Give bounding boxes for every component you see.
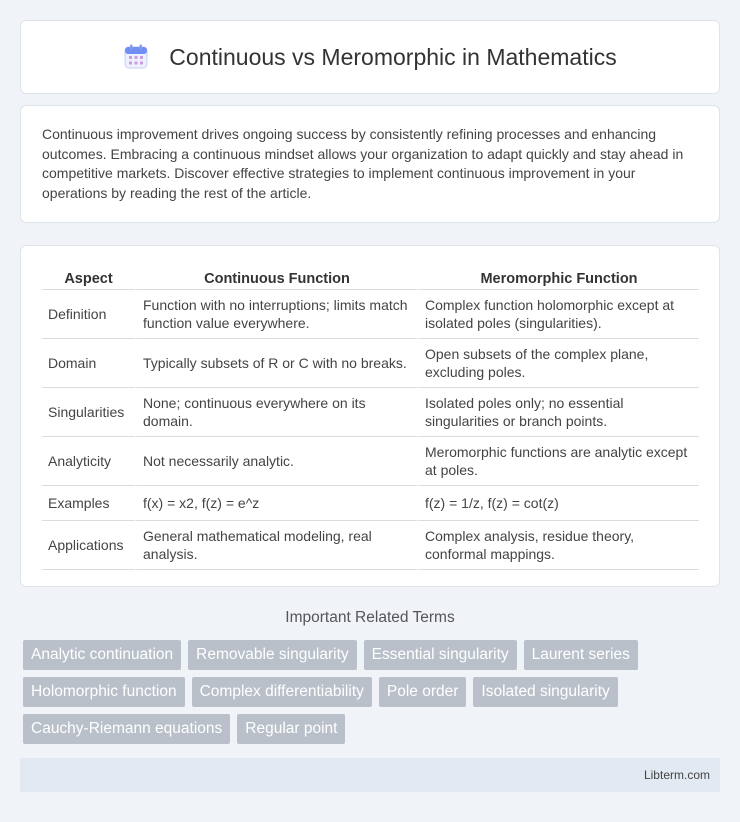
comparison-table [42,264,699,570]
cell-continuous: Typically subsets of R or C with no breaks. [135,339,417,388]
related-term-tag[interactable]: Analytic continuation [23,640,181,670]
cell-continuous: None; continuous everywhere on its domain. [135,388,417,437]
table-row [42,290,699,339]
cell-meromorphic: Isolated poles only; no essential singularities or branch points. [417,388,699,437]
footer [20,758,720,792]
page-title: Continuous vs Meromorphic in Mathematics [169,43,617,70]
comparison-card [20,245,720,587]
table-row [42,388,699,437]
related-term-tag[interactable]: Laurent series [524,640,638,670]
table-row [42,339,699,388]
related-term-tag[interactable]: Isolated singularity [473,677,617,707]
intro-text: Continuous improvement drives ongoing success by consistently refining processes and enhancing outcomes. Embracing a continuous mindset allows your organization to adapt quickly and stay ahead in competitive markets. Discover effective strategies to implement continuous improvement in your operations by reading the rest of the article. [42,126,684,201]
cell-aspect: Definition [42,290,135,339]
related-term-tag[interactable]: Regular point [237,714,345,744]
related-term-tag[interactable]: Cauchy-Riemann equations [23,714,230,744]
intro-card [20,105,720,223]
cell-meromorphic: Open subsets of the complex plane, excluding poles. [417,339,699,388]
related-term-tag[interactable]: Holomorphic function [23,677,185,707]
table-row [42,486,699,521]
cell-continuous: Function with no interruptions; limits match function value everywhere. [135,290,417,339]
related-term-tag[interactable]: Complex differentiability [192,677,372,707]
cell-meromorphic: Meromorphic functions are analytic except at poles. [417,437,699,486]
related-term-tag[interactable]: Pole order [379,677,467,707]
cell-aspect: Domain [42,339,135,388]
title-card [20,20,720,94]
header-meromorphic: Meromorphic Function [417,264,699,290]
footer-site-link[interactable]: Libterm.com [643,768,710,782]
cell-continuous: General mathematical modeling, real analysis. [135,521,417,570]
calendar-icon [123,44,149,70]
related-terms-title: Important Related Terms [285,609,455,626]
header-aspect: Aspect [42,264,135,290]
table-row [42,437,699,486]
table-row [42,521,699,570]
cell-meromorphic: Complex analysis, residue theory, conformal mappings. [417,521,699,570]
cell-aspect: Examples [42,486,135,521]
cell-meromorphic: Complex function holomorphic except at isolated poles (singularities). [417,290,699,339]
cell-continuous: Not necessarily analytic. [135,437,417,486]
related-terms-list [23,640,723,744]
cell-aspect: Applications [42,521,135,570]
cell-aspect: Analyticity [42,437,135,486]
header-continuous: Continuous Function [135,264,417,290]
cell-aspect: Singularities [42,388,135,437]
related-term-tag[interactable]: Essential singularity [364,640,517,670]
cell-continuous: f(x) = x2, f(z) = e^z [135,486,417,521]
related-term-tag[interactable]: Removable singularity [188,640,357,670]
cell-meromorphic: f(z) = 1/z, f(z) = cot(z) [417,486,699,521]
table-header-row [42,264,699,290]
